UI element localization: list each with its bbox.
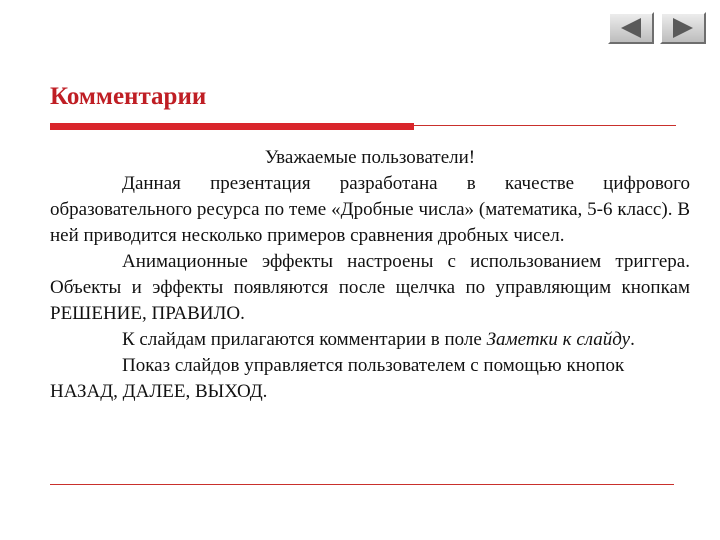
comments-period: .	[630, 329, 635, 350]
triangle-right-icon	[671, 17, 695, 39]
paragraph-navigation: Показ слайдов управляется пользователем с помощью кнопок НАЗАД, ДАЛЕЕ, ВЫХОД.	[50, 355, 625, 402]
slide-title: Комментарии	[50, 83, 207, 110]
slide-body	[50, 145, 690, 405]
forward-button[interactable]	[660, 12, 706, 44]
paragraph-intro: Данная презентация разработана в качестве цифрового образовательного ресурса по теме «Дробные числа» (математика, 5-6 класс). В ней приводится несколько примеров сравнения дробных чисел.	[50, 173, 690, 246]
bottom-rule	[50, 484, 674, 485]
notes-field-name: Заметки к слайду	[486, 329, 631, 350]
paragraph-animation: Анимационные эффекты настроены с использованием триггера. Объекты и эффекты появляются после щелчка по управляющим кнопкам РЕШЕНИЕ, ПРАВИЛО.	[50, 251, 690, 324]
paragraph-comments	[50, 327, 690, 353]
navigation-buttons	[608, 12, 706, 44]
triangle-left-icon	[619, 17, 643, 39]
title-accent-bar	[50, 123, 414, 130]
greeting-text: Уважаемые пользователи!	[264, 147, 476, 168]
back-button[interactable]	[608, 12, 654, 44]
title-underline	[414, 125, 676, 126]
comments-text: К слайдам прилагаются комментарии в поле	[122, 329, 487, 350]
